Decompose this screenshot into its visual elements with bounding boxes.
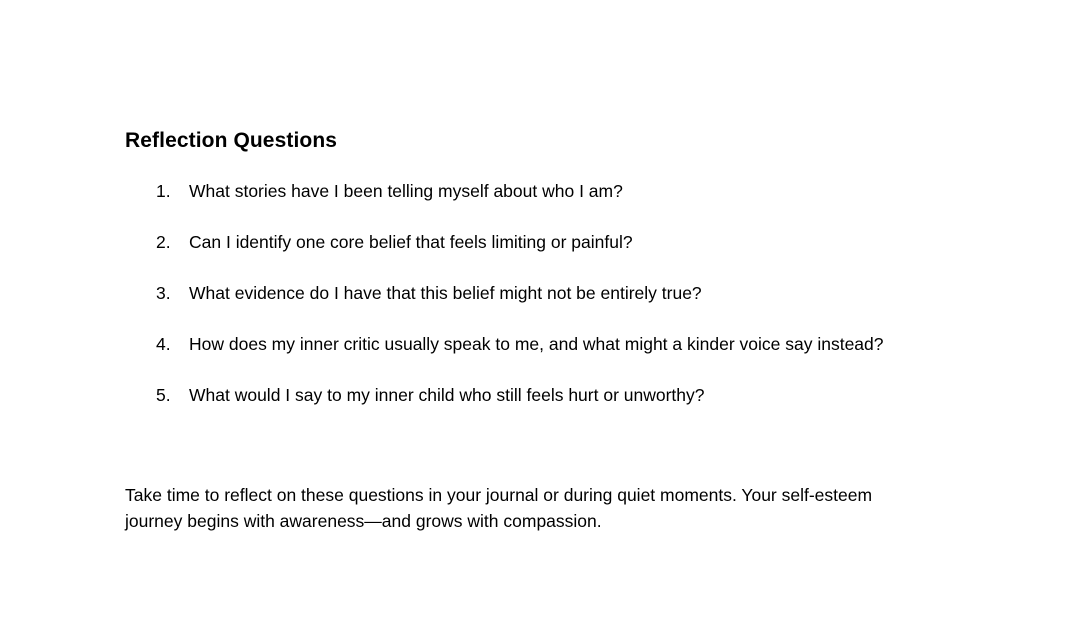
section-heading: Reflection Questions — [125, 129, 338, 152]
question-text: What would I say to my inner child who still feels hurt or unworthy? — [189, 385, 705, 405]
question-number: 1. — [156, 181, 171, 201]
question-number: 2. — [156, 232, 171, 252]
list-item — [156, 229, 916, 255]
question-number: 3. — [156, 283, 171, 303]
question-number: 4. — [156, 334, 171, 354]
reflection-questions-list — [156, 178, 916, 433]
list-item — [156, 331, 916, 357]
question-text: Can I identify one core belief that feels limiting or painful? — [189, 232, 633, 252]
question-text: What stories have I been telling myself about who I am? — [189, 181, 623, 201]
question-number: 5. — [156, 385, 171, 405]
list-item — [156, 178, 916, 204]
question-text: What evidence do I have that this belief might not be entirely true? — [189, 283, 702, 303]
list-item — [156, 280, 916, 306]
list-item — [156, 382, 916, 408]
question-text: How does my inner critic usually speak to me, and what might a kinder voice say instead? — [189, 334, 884, 354]
closing-paragraph: Take time to reflect on these questions in your journal or during quiet moments. Your self-esteem journey begins with awareness—and grows with compassion. — [125, 485, 873, 531]
